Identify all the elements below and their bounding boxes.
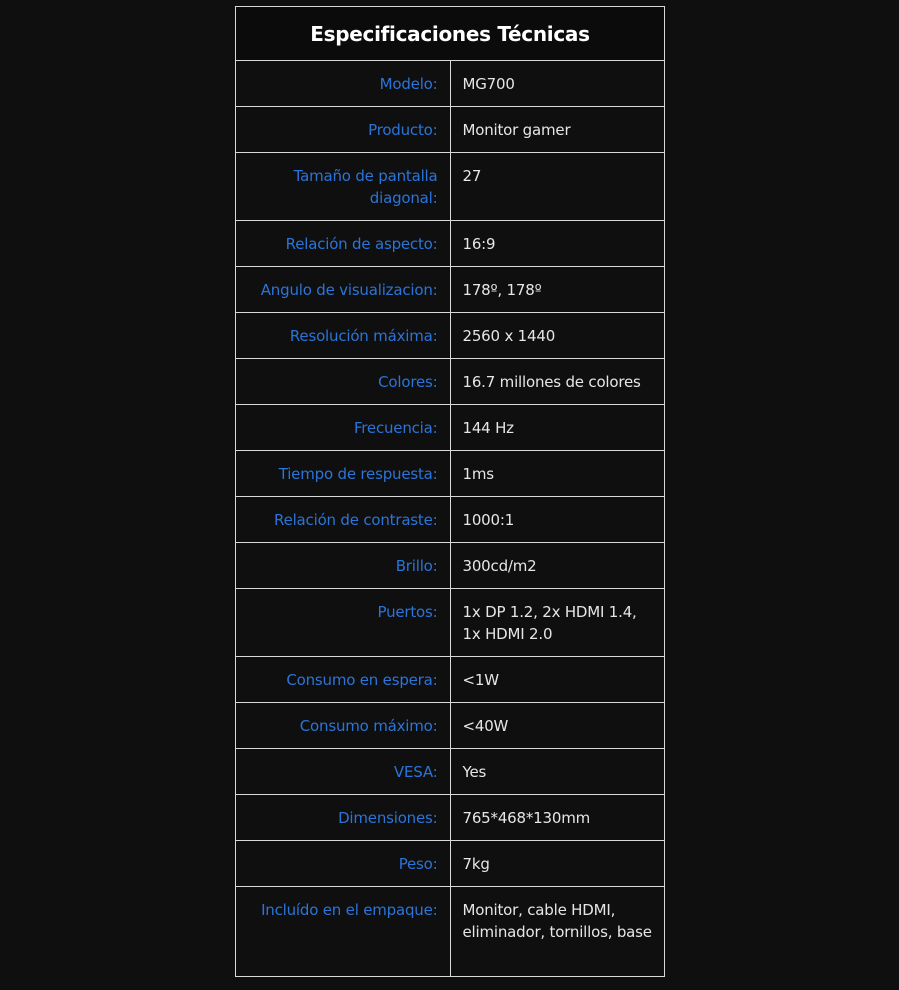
spec-label: Relación de contraste: [236,497,451,543]
table-row [236,267,665,313]
specifications-table [235,6,665,977]
spec-label: Angulo de visualizacion: [236,267,451,313]
spec-label: VESA: [236,749,451,795]
spec-label: Modelo: [236,61,451,107]
spec-value: Yes [450,749,665,795]
spec-label: Dimensiones: [236,795,451,841]
table-row [236,795,665,841]
table-row [236,313,665,359]
spec-label: Tiempo de respuesta: [236,451,451,497]
spec-label: Relación de aspecto: [236,221,451,267]
spec-value: 1ms [450,451,665,497]
spec-label: Brillo: [236,543,451,589]
spec-label: Consumo en espera: [236,657,451,703]
spec-label: Consumo máximo: [236,703,451,749]
spec-label: Peso: [236,841,451,887]
table-row [236,221,665,267]
spec-value: 16.7 millones de colores [450,359,665,405]
spec-value: 27 [450,153,665,221]
spec-label: Resolución máxima: [236,313,451,359]
spec-value: Monitor, cable HDMI, eliminador, tornillos, base [450,887,665,977]
spec-value: 2560 x 1440 [450,313,665,359]
table-row [236,451,665,497]
spec-value: 178º, 178º [450,267,665,313]
spec-label: Colores: [236,359,451,405]
table-row [236,153,665,221]
spec-label: Tamaño de pantalla diagonal: [236,153,451,221]
spec-label: Frecuencia: [236,405,451,451]
table-title: Especificaciones Técnicas [236,7,665,61]
spec-label: Puertos: [236,589,451,657]
table-row [236,749,665,795]
table-row [236,841,665,887]
table-row [236,61,665,107]
spec-value: 1000:1 [450,497,665,543]
spec-label: Incluído en el empaque: [236,887,451,977]
table-row [236,497,665,543]
spec-value: 16:9 [450,221,665,267]
spec-value: MG700 [450,61,665,107]
table-row [236,887,665,977]
table-row [236,359,665,405]
spec-value: 765*468*130mm [450,795,665,841]
spec-value: <40W [450,703,665,749]
table-row [236,703,665,749]
table-row [236,543,665,589]
spec-value: 7kg [450,841,665,887]
table-header-row [236,7,665,61]
spec-value: <1W [450,657,665,703]
spec-value: Monitor gamer [450,107,665,153]
table-row [236,589,665,657]
table-row [236,405,665,451]
table-row [236,657,665,703]
spec-value: 1x DP 1.2, 2x HDMI 1.4, 1x HDMI 2.0 [450,589,665,657]
table-row [236,107,665,153]
spec-value: 144 Hz [450,405,665,451]
spec-label: Producto: [236,107,451,153]
spec-value: 300cd/m2 [450,543,665,589]
